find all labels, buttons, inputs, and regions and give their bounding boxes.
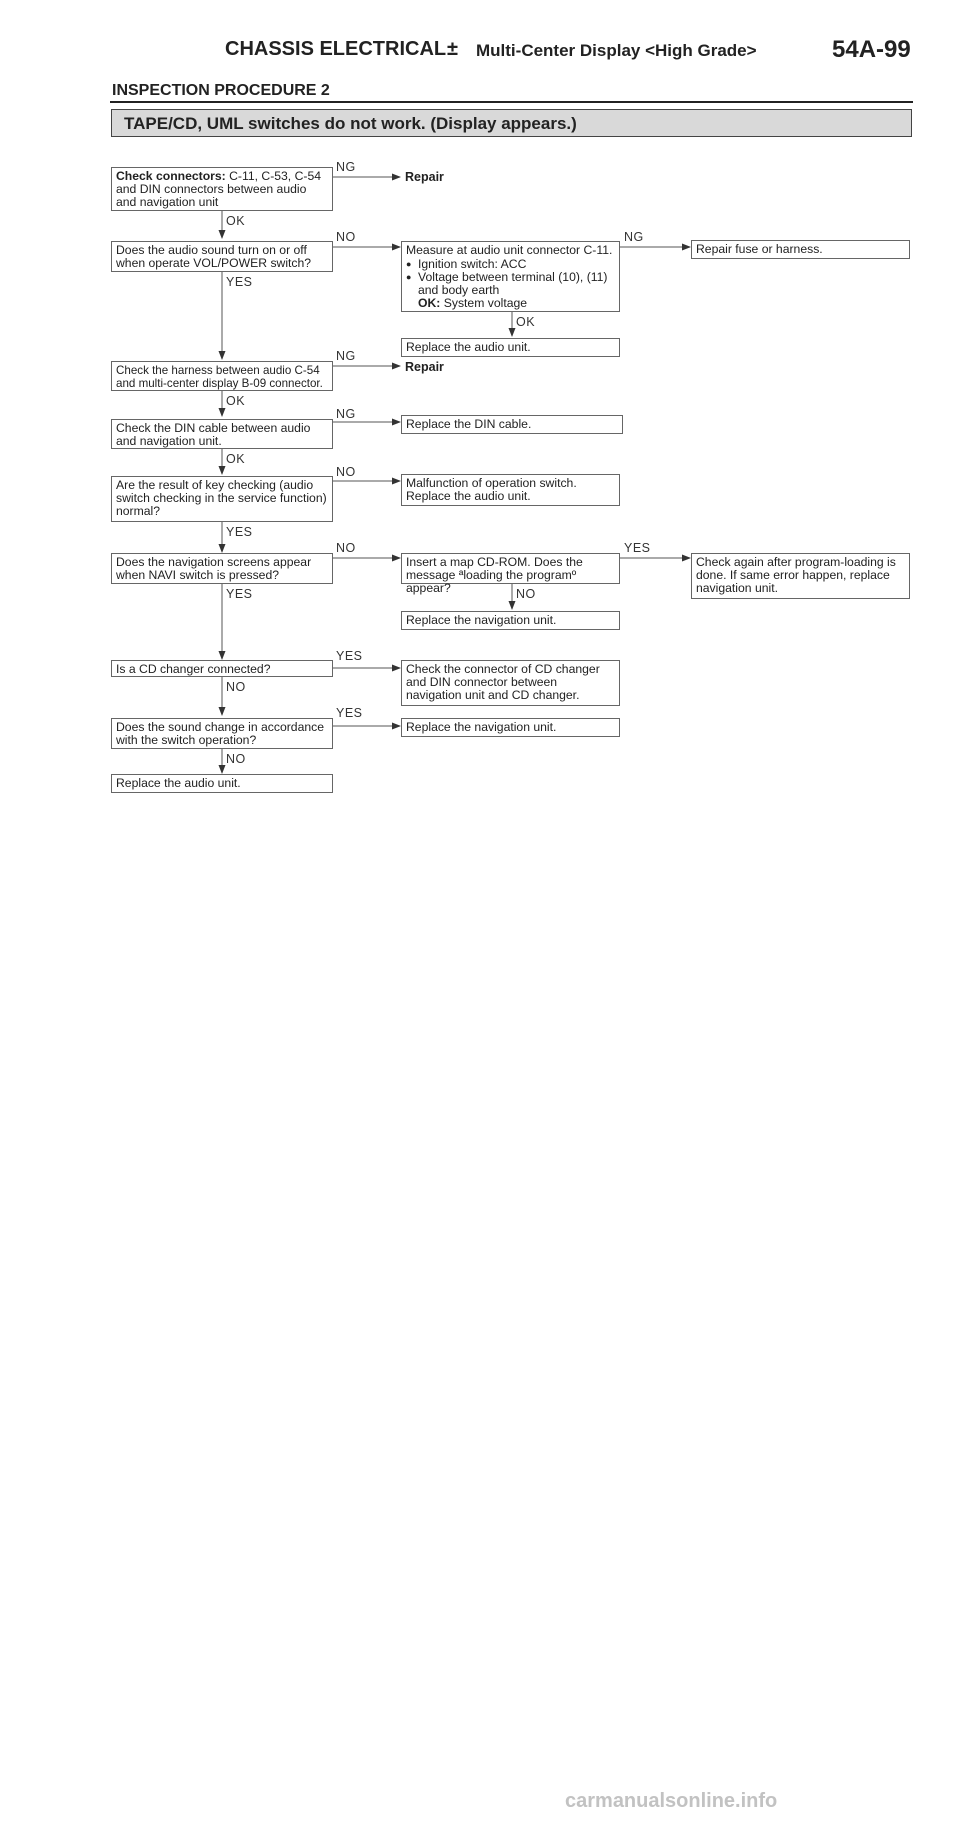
result-replace-audio-unit [401,338,620,357]
bullet-voltage: ● Voltage between terminal (10), (11) [406,271,615,284]
result-text: Check again after program-loading is done. If same error happen, replace navigation unit. [696,555,896,595]
result-repair: Repair [405,360,444,374]
branch-label-yes: YES [226,587,253,601]
branch-label-ok: OK [516,315,536,329]
result-repair-fuse-harness [691,240,910,259]
ok-spec [406,297,615,310]
branch-label-ok: OK [226,452,246,466]
result-text: Replace the navigation unit. [406,720,557,734]
result-text: Replace the navigation unit. [406,613,557,627]
procedure-title: INSPECTION PROCEDURE 2 [112,82,330,99]
flow-step-cd-changer [111,660,333,677]
branch-label-yes: YES [624,541,651,555]
branch-label-no: NO [336,230,356,244]
flow-step-vol-power-check [111,241,333,272]
flow-step-text: Does the audio sound turn on or off when operate VOL/POWER switch? [116,243,312,270]
flow-step-text: Are the result of key checking (audio switch checking in the service function) normal? [116,478,327,518]
branch-label-no: NO [226,752,246,766]
flow-step-navi-screen [111,553,333,584]
result-malfunction-operation-switch [401,474,620,506]
branch-label-no: NO [336,465,356,479]
branch-label-ng: NG [336,407,356,421]
result-text: Check the connector of CD changer and DIN connector between navigation unit and CD changer. [406,662,600,702]
flow-step-measure-c11 [401,241,620,312]
flow-step-text: Does the navigation screens appear when NAVI switch is pressed? [116,555,312,582]
result-replace-audio-unit [111,774,333,793]
result-text: Malfunction of operation switch. Replace the audio unit. [406,476,577,503]
bullet-voltage-cont: and body earth [418,283,500,297]
section-subtitle: Multi-Center Display <High Grade> [476,41,757,60]
flow-step-sound-change [111,718,333,749]
ok-spec-value: System voltage [443,296,528,310]
branch-label-ng: NG [624,230,644,244]
result-replace-navigation-unit [401,718,620,737]
flow-step-check-harness [111,361,333,391]
branch-label-no: NO [516,587,536,601]
trouble-symptom-text: TAPE/CD, UML switches do not work. (Display appears.) [124,114,577,133]
flow-step-text: Is a CD changer connected? [116,662,271,676]
branch-label-no: NO [336,541,356,555]
result-replace-din-cable [401,415,623,434]
result-text: Replace the DIN cable. [406,417,532,431]
flow-step-check-connectors [111,167,333,211]
result-text: Replace the audio unit. [406,340,531,354]
branch-label-ok: OK [226,394,246,408]
branch-label-yes: YES [226,525,253,539]
branch-label-ok: OK [226,214,246,228]
result-repair: Repair [405,170,444,184]
result-check-again-after-loading [691,553,910,599]
branch-label-yes: YES [226,275,253,289]
bullet-ignition: ● Ignition switch: ACC [406,258,615,271]
result-text: Replace the audio unit. [116,776,241,790]
flow-step-text: Check the harness between audio C-54 and multi-center display B-09 connector. [116,364,323,390]
header-separator: ± [447,38,458,60]
flow-step-check-din-cable [111,419,333,449]
branch-label-no: NO [226,680,246,694]
flow-step-text: C-11, C-53, C-54 and DIN connectors between audio and navigation unit [116,169,321,209]
flow-step-label: Check connectors: [116,169,226,183]
page-number: 54A-99 [832,36,911,63]
branch-label-yes: YES [336,649,363,663]
result-check-cd-changer-connector [401,660,620,706]
result-replace-navigation-unit [401,611,620,630]
watermark: carmanualsonline.info [565,1790,778,1812]
result-text: Repair fuse or harness. [696,242,823,256]
flow-step-text: Insert a map CD-ROM. Does the message ªloading the programº appear? [406,555,583,595]
branch-label-ng: NG [336,349,356,363]
flow-step-text: Check the DIN cable between audio and navigation unit. [116,421,311,448]
ok-spec-label: OK: [418,296,441,310]
branch-label-ng: NG [336,160,356,174]
branch-label-yes: YES [336,706,363,720]
flow-step-text: Does the sound change in accordance with the switch operation? [116,720,325,747]
section-title: CHASSIS ELECTRICAL [225,38,447,60]
flow-step-title: Measure at audio unit connector C-11. [406,243,613,257]
flow-step-key-checking [111,476,333,522]
